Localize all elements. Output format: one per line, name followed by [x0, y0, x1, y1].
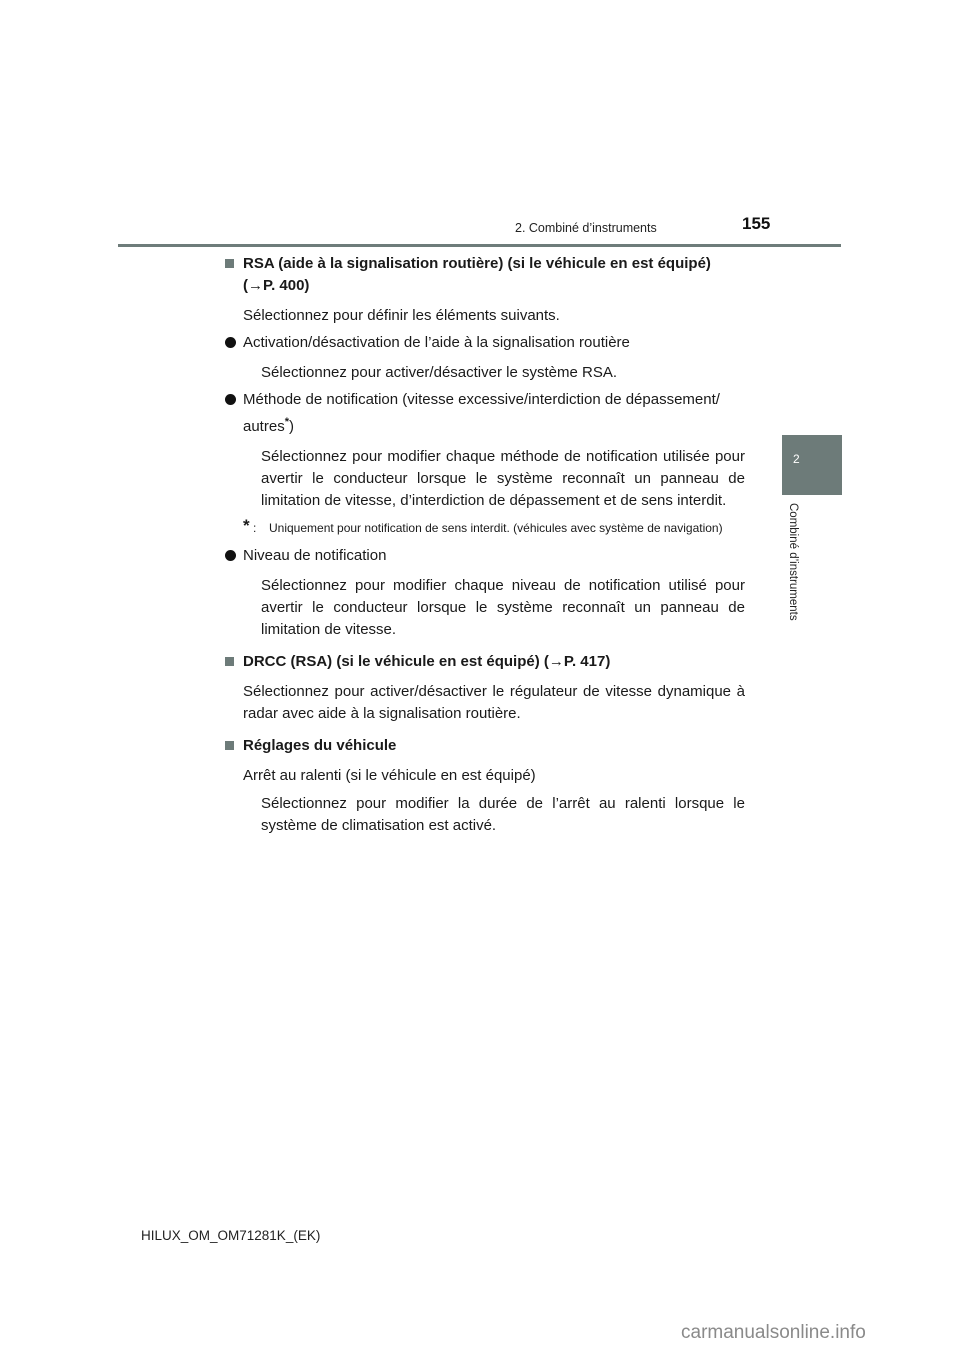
page-reference-link[interactable]: (→P. 400) [243, 277, 310, 294]
section-heading-vehicle-settings [225, 735, 745, 757]
sub-item-title: Arrêt au ralenti (si le véhicule en est équipé) [243, 767, 536, 784]
bullet-title [243, 391, 720, 435]
sub-item-description: Sélectionnez pour modifier la durée de l’arrêt au ralenti lorsque le système de climatisation est activé. [261, 795, 745, 834]
bullet-description: Sélectionnez pour activer/désactiver le système RSA. [261, 364, 617, 381]
bullet-title-close: ) [288, 418, 294, 435]
heading-text: RSA (aide à la signalisation routière) (si le véhicule en est équipé) [243, 255, 711, 272]
bullet-item [225, 332, 745, 354]
round-bullet-icon [225, 550, 236, 561]
footnote-star: * [243, 516, 250, 535]
footnote [225, 516, 745, 537]
round-bullet-icon [225, 394, 236, 405]
document-code: HILUX_OM_OM71281K_(EK) [141, 1228, 321, 1243]
bullet-title: Activation/désactivation de l’aide à la signalisation routière [243, 334, 630, 351]
chapter-tab-number: 2 [793, 452, 800, 466]
square-bullet-icon [225, 657, 234, 666]
round-bullet-icon [225, 337, 236, 348]
footnote-text: Uniquement pour notification de sens interdit. (véhicules avec système de navigation) [269, 521, 723, 535]
bullet-title: Niveau de notification [243, 547, 387, 564]
bullet-item [225, 389, 745, 438]
section-intro: Sélectionnez pour définir les éléments suivants. [243, 307, 560, 324]
square-bullet-icon [225, 741, 234, 750]
chapter-tab [782, 435, 842, 495]
footnote-marker: * [284, 416, 289, 428]
watermark: carmanualsonline.info [681, 1322, 866, 1343]
header-rule-divider [118, 244, 841, 247]
bullet-item [225, 545, 745, 567]
section-description: Sélectionnez pour activer/désactiver le régulateur de vitesse dynamique à radar avec aide à la signalisation routière. [243, 683, 745, 722]
heading-text: Réglages du véhicule [243, 737, 397, 754]
footnote-colon: : [253, 521, 257, 535]
section-heading-rsa [225, 253, 745, 297]
bullet-title-text: Méthode de notification (vitesse excessive/interdiction de dépassement/ autres [243, 391, 720, 435]
page-number: 155 [742, 214, 771, 233]
section-heading-drcc [225, 651, 745, 673]
running-header-section-title: 2. Combiné d’instruments [515, 221, 657, 235]
chapter-tab-label: Combiné d’instruments [787, 503, 799, 621]
bullet-description: Sélectionnez pour modifier chaque niveau de notification utilisé pour avertir le conducteur lorsque le système reconnaît un panneau de limitation de vitesse. [261, 577, 745, 638]
main-content [225, 253, 745, 837]
heading-text: DRCC (RSA) (si le véhicule en est équipé) (→P. 417) [243, 653, 611, 670]
bullet-description: Sélectionnez pour modifier chaque méthode de notification utilisée pour avertir le conducteur lorsque le système reconnaît un panneau de limitation de vitesse, d’interdiction de dépassement et de sens interdit. [261, 448, 745, 509]
square-bullet-icon [225, 259, 234, 268]
